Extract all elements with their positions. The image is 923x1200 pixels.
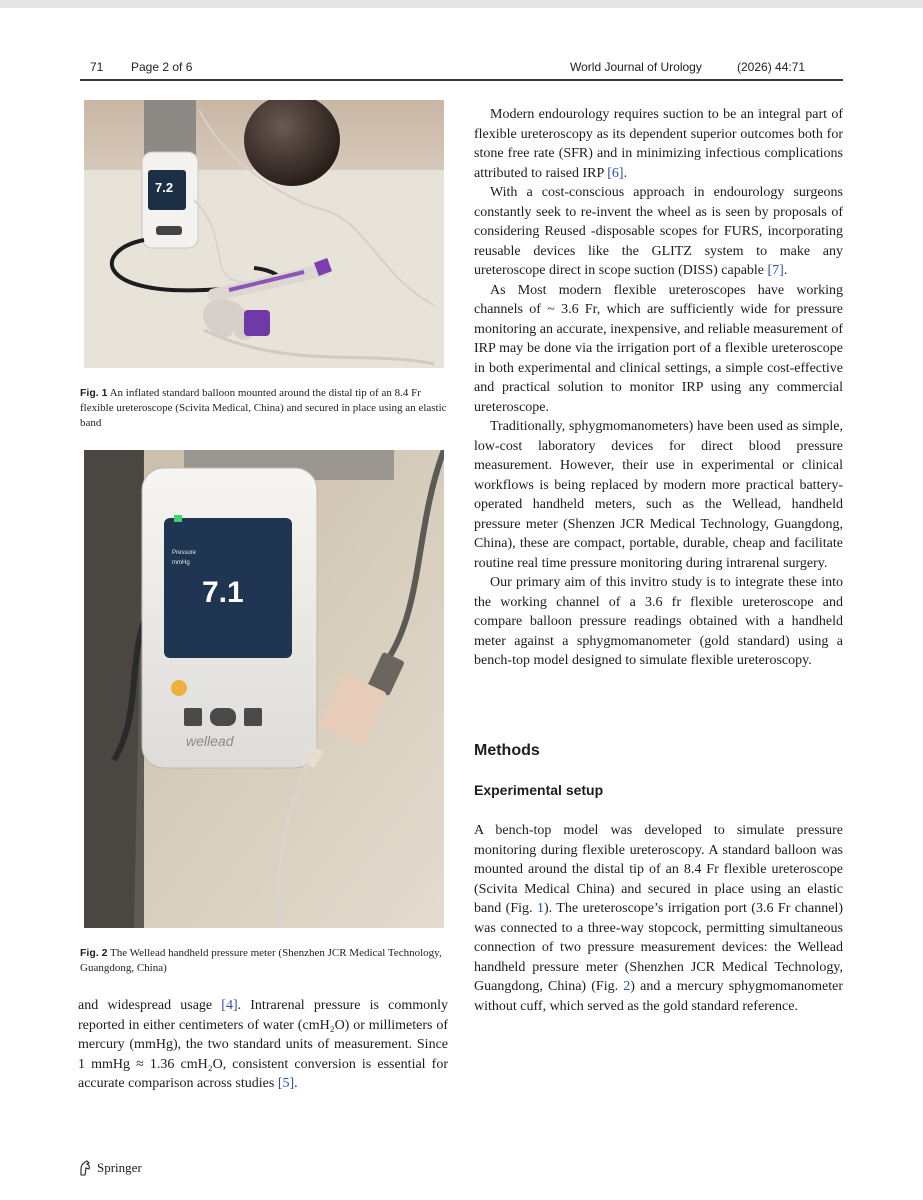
figure-1-illustration bbox=[84, 100, 444, 368]
power-button-icon bbox=[171, 680, 187, 696]
figure-2-illustration bbox=[84, 450, 444, 928]
figure-2-caption-text: The Wellead handheld pressure meter (Shenzhen JCR Medical Technology, Guangdong, China) bbox=[80, 947, 442, 974]
journal-title: World Journal of Urology bbox=[570, 60, 702, 74]
right-p6-text-a: A bench-top model was developed to simulate pressure monitoring during flexible ureteroscopy. A standard balloon was mounted around the distal tip of an 8.4 Fr flexible ureteroscope (Scivita Medical China) and secured in place using an elastic band (Fig. bbox=[474, 823, 843, 916]
right-column-intro bbox=[474, 105, 843, 671]
left-p1-text-c: . bbox=[294, 1076, 298, 1091]
figure-1-caption bbox=[80, 386, 450, 431]
right-paragraph-5: Our primary aim of this invitro study is to integrate these into the working channel of a 3.6 fr flexible ureteroscope and compare balloon pressure readings obtained with a handheld meter against a sphygmomanometer (gold standard) using a bench-top model designed to simulate flexible ureteroscopy. bbox=[474, 575, 843, 668]
figure-1-link[interactable]: 1 bbox=[536, 901, 544, 916]
citation-link-6[interactable]: [6] bbox=[607, 165, 624, 181]
left-paragraph-1 bbox=[78, 996, 448, 1094]
right-p1-text-a: Modern endourology requires suction to be an integral part of flexible ureteroscopy as its dependent superior outcomes both for stone free rate (SFR) and in minimizing infectious complications attributed to raised IRP bbox=[474, 107, 843, 181]
figure-2-caption bbox=[80, 946, 450, 976]
figure-1-caption-text: An inflated standard balloon mounted around the distal tip of an 8.4 Fr flexible ureteroscope (Scivita Medical, China) and secured in place using an elastic band bbox=[80, 387, 447, 429]
right-p2-text-b: . bbox=[783, 263, 788, 278]
figure-2-screen-label-bottom: mmHg bbox=[172, 560, 190, 566]
publisher-footer bbox=[78, 1160, 142, 1176]
citation-link-5[interactable]: [5] bbox=[277, 1076, 295, 1091]
figure-1-photo bbox=[84, 100, 444, 368]
right-paragraph-2 bbox=[474, 183, 843, 281]
publisher-name: Springer bbox=[97, 1160, 142, 1175]
figure-2-link[interactable]: 2 bbox=[623, 979, 631, 994]
springer-horse-icon bbox=[78, 1160, 92, 1176]
right-p6-text-c: ) and a mercury sphygmomanometer without cuff, which served as the gold standard reference. bbox=[474, 979, 844, 1014]
left-p1-text-a: and widespread usage bbox=[78, 998, 222, 1013]
citation-link-7[interactable]: [7] bbox=[767, 263, 784, 278]
experimental-setup-heading: Experimental setup bbox=[474, 782, 604, 798]
figure-1-screen-value: 7.2 bbox=[155, 180, 174, 195]
figure-2-screen-label-top: Pressure bbox=[172, 550, 197, 556]
header-rule bbox=[80, 79, 843, 81]
article-citation: (2026) 44:71 bbox=[737, 60, 806, 74]
right-p6-text-b: ). The ureteroscope’s irrigation port (3.6 Fr channel) was connected to a three-way stopcock, permitting simultaneous connection of two pressure measurement devices: the Wellead handheld pressure meter (Shenzhen JCR Medical Technology, Guangdong, China) (Fig. bbox=[474, 901, 843, 994]
top-strip bbox=[0, 0, 923, 8]
right-paragraph-1 bbox=[474, 105, 843, 183]
figure-2-label: Fig. 2 bbox=[80, 947, 108, 959]
right-p1-text-b: . bbox=[623, 165, 628, 181]
page-of: Page 2 of 6 bbox=[131, 60, 193, 74]
figure-2-photo bbox=[84, 450, 444, 928]
right-paragraph-6 bbox=[474, 821, 843, 1016]
right-paragraph-3: As Most modern flexible ureteroscopes have working channels of ~ 3.6 Fr, which are sufficiently wide for pressure monitoring an accurate, inexpensive, and reliable measurement of IRP may be done via the irrigation port of a flexible ureteroscope in both experimental and clinical settings, a simple cost-effective and practical solution to monitor IRP using any commercial ureteroscope. bbox=[474, 282, 843, 415]
page-number: 71 bbox=[90, 60, 104, 74]
right-p2-text-a: With a cost-conscious approach in endourology surgeons constantly seek to re-invent the wheel as is seen by proposals of considering Reused -disposable scopes for FURS, incorporating reusable devices like the GLITZ system to make any ureteroscope direct in scope suction (DISS) capable bbox=[474, 185, 843, 278]
right-column-methods bbox=[474, 821, 843, 1016]
citation-link-4[interactable]: [4] bbox=[221, 998, 238, 1013]
figure-1-label: Fig. 1 bbox=[80, 387, 108, 399]
figure-2-device-brand: wellead bbox=[186, 733, 234, 749]
left-p1-text-b: . Intrarenal pressure is commonly reported in either centimeters of water (cmH₂O) or millimeters of mercury (mmHg), the two standard units of measurement. Since 1 mmHg ≈ 1.36 cmH₂O, consistent conversion is essential for accurate comparison across studies bbox=[78, 998, 448, 1091]
methods-heading: Methods bbox=[474, 742, 540, 759]
right-paragraph-4: Traditionally, sphygmomanometers) have been used as simple, low-cost laboratory devices for direct blood pressure measurement. However, their use in experimental or clinical workflows is being replaced by modern more practical battery-operated handheld meters, such as the Wellead, handheld pressure meter (Shenzen JCR Medical Technology, Guangdong, China), these are compact, portable, durable, cheap and facilitate routine real time pressure monitoring during intrarenal surgery. bbox=[474, 419, 843, 571]
left-column bbox=[78, 996, 448, 1094]
figure-2-screen-value: 7.1 bbox=[202, 576, 244, 609]
